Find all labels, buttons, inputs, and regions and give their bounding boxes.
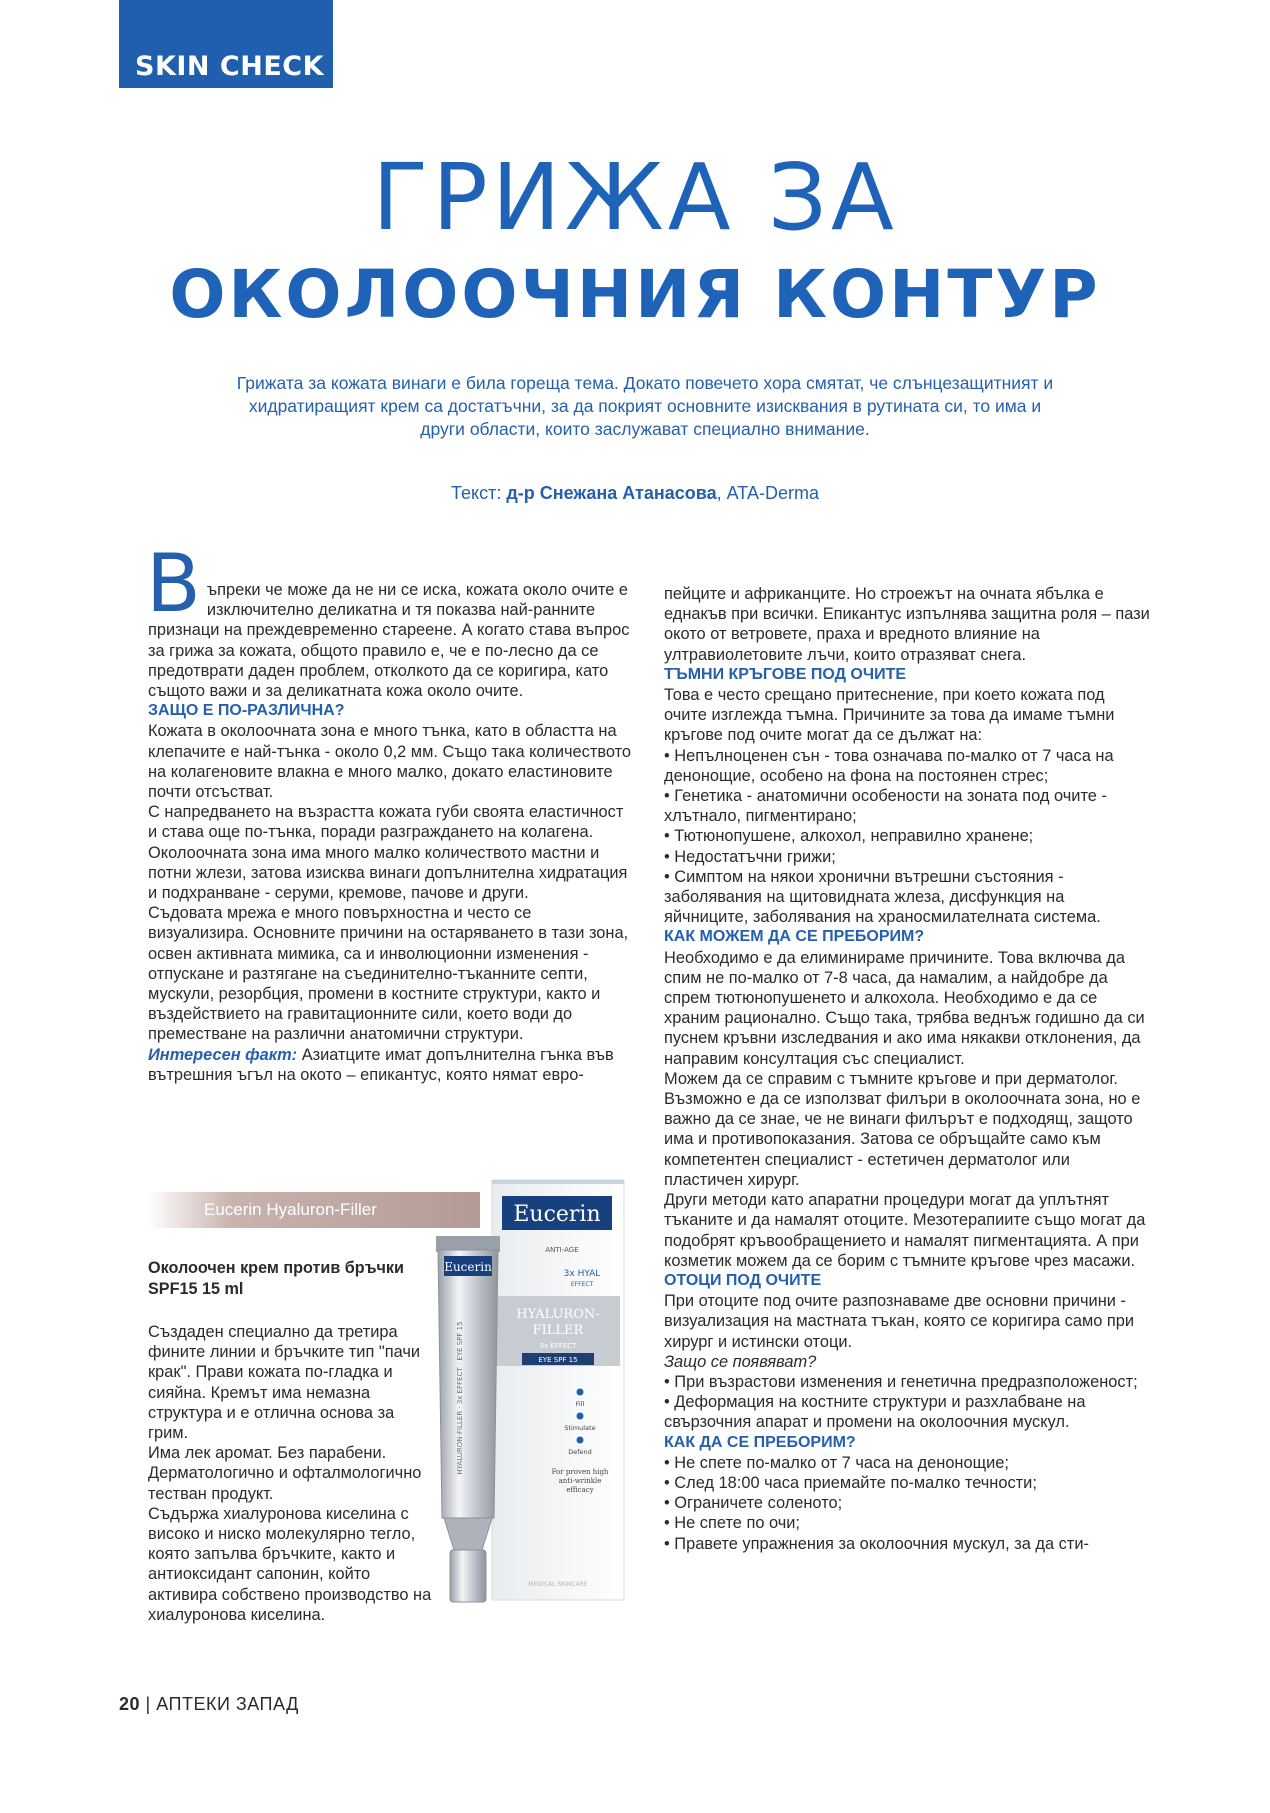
- intro-paragraph: [146, 537, 636, 701]
- page-footer: [119, 1694, 299, 1715]
- box-name-1: HYALURON-: [516, 1307, 600, 1322]
- paragraph: Околоочната зона има много малко количеството мастни и потни жлези, затова изисква винаги допълнителна хидратация и подхранване - серуми, кремове, пачове и други.: [148, 843, 628, 903]
- title-line-2: ОКОЛООЧНИЯ КОНТУР: [169, 256, 1101, 333]
- box-step-2: Stimulate: [564, 1424, 596, 1432]
- heading-puffiness: ОТОЦИ ПОД ОЧИТЕ: [664, 1271, 822, 1289]
- title-line-1: ГРИЖА ЗА: [372, 144, 898, 251]
- fact-text: Азиатците имат допълнителна гънка във вътрешния ъгъл на окото – епикантус, която нямат евро-: [148, 1045, 614, 1084]
- tube-brand-text: Eucerin: [444, 1260, 492, 1274]
- paragraph: пейците и африканците. Но строежът на очната ябълка е еднакъв при всички. Епикантус изпълнява защитна роля – пази окото от ветровете, праха и вредното влияние на ултравиолетовите лъчи, които отразяват снега.: [664, 585, 1150, 664]
- product-description: [148, 1322, 438, 1625]
- box-step-1: Fill: [575, 1400, 585, 1408]
- product-subtitle: Околоочен крем против бръчки SPF15 15 ml: [148, 1259, 404, 1298]
- tube-side-text: HYALURON-FILLER · 3x EFFECT · EYE SPF 15: [456, 1321, 464, 1475]
- list-item: • Не спете по очи;: [664, 1513, 1152, 1533]
- box-name-2: FILLER: [532, 1323, 584, 1338]
- right-column: [664, 584, 1152, 1554]
- paragraph: Можем да се справим с тъмните кръгове и при дерматолог. Възможно е да се използват филъри в околоочната зона, но е важно да се знае, че не винаги филърът е подходящ, защото има и противопоказания. Затова се обръщайте само към компетентен специалист - естетичен дерматолог или пластичен хирург.: [664, 1069, 1141, 1189]
- box-footer-text: MEDICAL SKINCARE: [528, 1581, 588, 1588]
- box-hyal-badge-text: 3x HYAL: [563, 1269, 601, 1279]
- page-number: 20: [119, 1694, 141, 1714]
- footer-separator: |: [140, 1694, 157, 1714]
- list-item: • Тютюнопушене, алкохол, неправилно хранене;: [664, 826, 1152, 846]
- fact-paragraph: [148, 1045, 636, 1085]
- left-column: [146, 537, 636, 1085]
- list-item: • Недостатъчни грижи;: [664, 847, 1152, 867]
- box-name-3: 3x EFFECT: [539, 1342, 577, 1350]
- list-item: • Ограничете соленото;: [664, 1493, 1152, 1513]
- dropcap: В: [146, 537, 201, 630]
- box-spf-text: EYE SPF 15: [538, 1356, 578, 1364]
- product-box: [492, 1180, 624, 1600]
- product-desc-paragraph: Съдържа хиалуронова киселина с високо и ниско молекулярно тегло, която запълва бръчките, както и антиоксидант сапонин, който активира собствено производство на хиалуронова киселина.: [148, 1504, 432, 1624]
- intro-text: ъпреки че може да не ни се иска, кожата около очите е изключително деликатна и тя показва най-ранните признаци на преждевременно стареене. А когато става въпрос за грижа за кожата, общото правило е, че е по-лесно да се предотврати даден проблем, отколкото да се коригира, като същото важи и за деликатната кожа около очите.: [148, 581, 630, 701]
- box-brand-text: Eucerin: [513, 1202, 601, 1227]
- box-hyal-sub-text: EFFECT: [570, 1281, 594, 1288]
- product-desc-paragraph: Има лек аромат. Без парабени. Дерматологично и офталмологично тестван продукт.: [148, 1444, 422, 1503]
- list-item: • Генетика - анатомични особености на зоната под очите - хлътнало, пигментирано;: [664, 786, 1152, 826]
- list-item: • Непълноценен сън - това означава по-малко от 7 часа на денонощие, особено на фона на постоянен стрес;: [664, 746, 1152, 786]
- heading-why-different: ЗАЩО Е ПО-РАЗЛИЧНА?: [148, 702, 345, 720]
- byline-author: д-р Снежана Атанасова: [506, 483, 717, 503]
- list-item: • При възрастови изменения и генетична предразположеност;: [664, 1372, 1152, 1392]
- product-desc-paragraph: Създаден специално да третира фините линии и бръчките тип "пачи крак". Прави кожата по-гладка и сияйна. Кремът има немазна структура и е отлична основа за грим.: [148, 1323, 421, 1443]
- list-item: • Деформация на костните структури и разхлабване на свързочния апарат и промени на околоочния мускул.: [664, 1392, 1152, 1432]
- paragraph: Необходимо е да елиминираме причините. Това включва да спим не по-малко от 7-8 часа, да намалим, а найдобре да спрем тютюнопушенето и алкохола. Необходимо е да се храним рационално. Също така, трябва веднъж годишно да си пуснем кръвни изследвания и ако има някакви отклонения, да направим консултация със специалист.: [664, 948, 1145, 1068]
- byline-prefix: Текст:: [451, 483, 507, 503]
- box-claim-text: For proven high anti-wrinkle efficacy: [551, 1468, 609, 1494]
- lead-paragraph: Грижата за кожата винаги е била гореща тема. Докато повечето хора смятат, че слънцезащитният и хидратиращият крем са достатъчни, за да покрият основните изисквания в рутината си, то има и други области, които заслужават специално внимание.: [236, 373, 1054, 439]
- product-tube: [436, 1236, 500, 1602]
- paragraph: Съдовата мрежа е много повърхностна и често се визуализира. Основните причини на остаряването в тази зона, освен активната мимика, са и инволюционни изменения - отпускане и разтягане на съединително-тъканните септи, мускули, резорбция, промени в костните структури, както и въздействието на гравитационните сили, което води до преместване на различни анатомични структури.: [148, 904, 629, 1044]
- byline: [0, 483, 1270, 504]
- magazine-name: АПТЕКИ ЗАПАД: [156, 1694, 299, 1714]
- heading-how-to-fight-2: КАК ДА СЕ ПРЕБОРИМ?: [664, 1433, 856, 1451]
- paragraph: Други методи като апаратни процедури могат да уплътнят тъканите и да намалят отоците. Мезотерапиите също могат да подобрят кръвообращението и намалят пигментацията. А при козметик можем да се борим с тъмните кръгове чрез масажи.: [664, 1191, 1146, 1270]
- list-item: • Не спете по-малко от 7 часа на денонощие;: [664, 1453, 1152, 1473]
- paragraph: Кожата в околоочната зона е много тънка, като в областта на клепачите е най-тънка - около 0,2 мм. Също така количеството на колагеновите влакна е много малко, докато еластиновите почти отсъстват.: [148, 722, 632, 802]
- byline-suffix: , ATA-Derma: [716, 483, 819, 503]
- product-image: [432, 1178, 628, 1612]
- list-item: • Симптом на някои хронични вътрешни състояния - заболявания на щитовидната жлеза, дисфункция на яйчниците, заболявания на храносмилателната система.: [664, 867, 1152, 928]
- paragraph: Това е често срещано притеснение, при което кожата под очите изглежда тъмна. Причините за това да имаме тъмни кръгове под очите могат да се дължат на:: [664, 686, 1115, 745]
- list-item: • След 18:00 часа приемайте по-малко течности;: [664, 1473, 1152, 1493]
- box-step-3: Defend: [568, 1448, 592, 1456]
- paragraph: С напредването на възрастта кожата губи своята еластичност и става още по-тънка, поради разграждането на колагена.: [148, 803, 624, 842]
- product-banner: Eucerin Hyaluron-Filler: [148, 1192, 480, 1228]
- heading-dark-circles: ТЪМНИ КРЪГОВЕ ПОД ОЧИТЕ: [664, 665, 907, 683]
- list-item: • Правете упражнения за околоочния мускул, за да сти-: [664, 1534, 1152, 1554]
- heading-how-to-fight: КАК МОЖЕМ ДА СЕ ПРЕБОРИМ?: [664, 928, 925, 946]
- paragraph: При отоците под очите разпознаваме две основни причини - визуализация на мастната тъкан, която се коригира само при хирург и истински отоци.: [664, 1292, 1135, 1351]
- fact-label: Интересен факт:: [148, 1045, 298, 1064]
- box-anti-age-text: ANTI-AGE: [545, 1246, 579, 1254]
- section-tag: SKIN CHECK: [119, 0, 333, 88]
- question-line: Защо се появяват?: [664, 1352, 817, 1371]
